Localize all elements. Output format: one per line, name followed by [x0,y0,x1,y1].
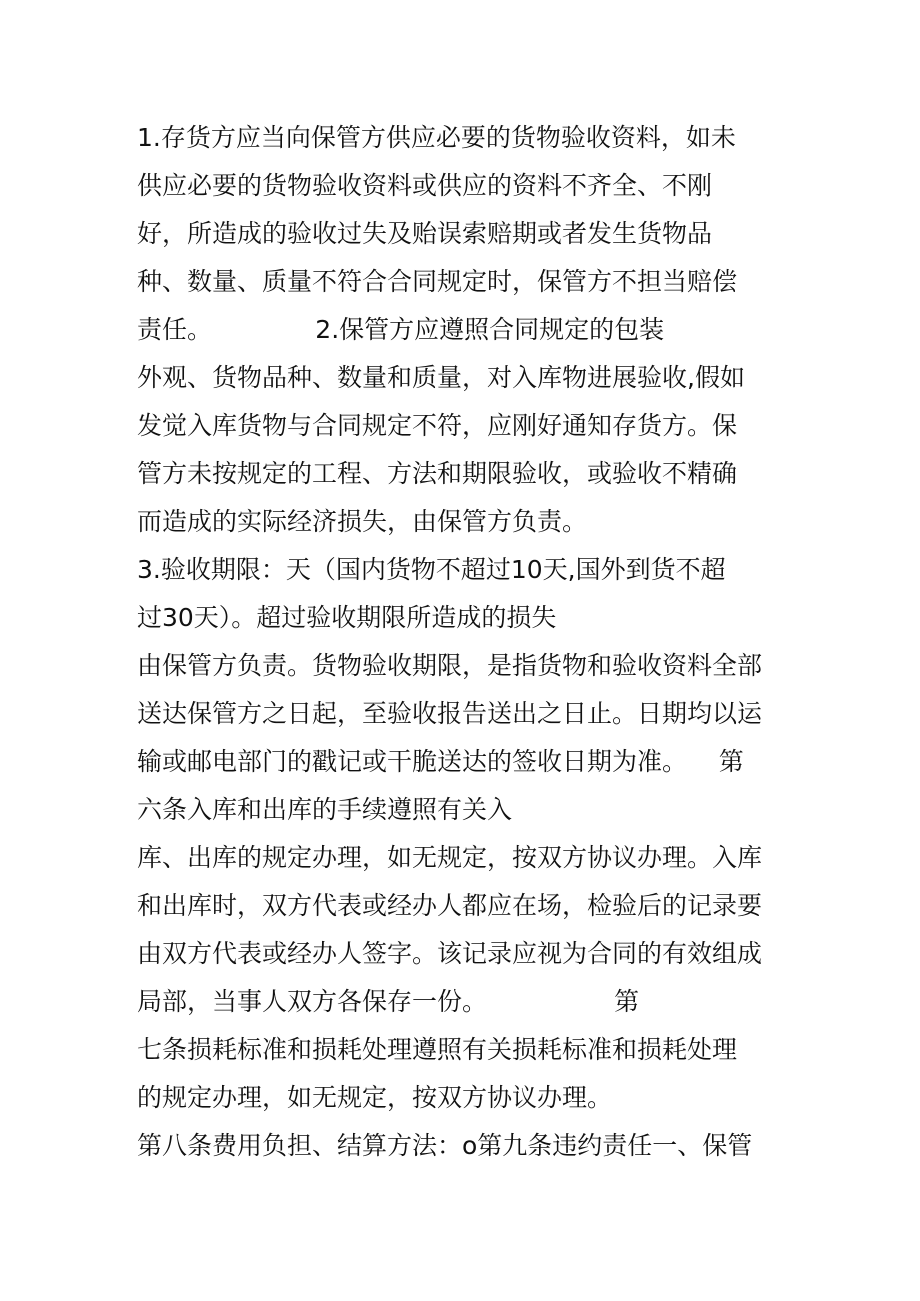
text-line: 管方未按规定的工程、方法和期限验收，或验收不精确 [137,459,738,488]
text-line: 输或邮电部门的戳记或干脆送达的签收日期为准。 第 [137,747,744,776]
text-line: 和出库时，双方代表或经办人都应在场，检验后的记录要 [137,891,763,920]
text-line: 库、出库的规定办理，如无规定，按双方协议办理。入库 [137,843,763,872]
text-line: 由保管方负责。货物验收期限，是指货物和验收资料全部 [137,651,763,680]
text-line: 3.验收期限：天（国内货物不超过10天,国外到货不超 [137,555,726,584]
text-line: 而造成的实际经济损失，由保管方负责。 [137,507,588,536]
text-line: 七条损耗标准和损耗处理遵照有关损耗标准和损耗处理 [137,1035,738,1064]
text-line: 种、数量、质量不符合合同规定时，保管方不担当赔偿 [137,267,738,296]
text-line: 送达保管方之日起，至验收报告送出之日止。日期均以运 [137,699,763,728]
text-line: 外观、货物品种、数量和质量，对入库物进展验收,假如 [137,363,745,392]
text-line: 过30天）。超过验收期限所造成的损失 [137,603,557,632]
text-line: 供应必要的货物验收资料或供应的资料不齐全、不刚 [137,171,713,200]
text-line: 好，所造成的验收过失及贻误索赔期或者发生货物品 [137,219,713,248]
text-line: 的规定办理，如无规定，按双方协议办理。 [137,1083,613,1112]
text-line: 局部，当事人双方各保存一份。 第 [137,987,640,1016]
text-line: 责任。 2.保管方应遵照合同规定的包装 [137,315,665,344]
text-line: 由双方代表或经办人签字。该记录应视为合同的有效组成 [137,939,763,968]
text-line: 六条入库和出库的手续遵照有关入 [137,795,513,824]
text-line: 第八条费用负担、结算方法：o第九条违约责任一、保管 [137,1131,753,1160]
text-line: 1.存货方应当向保管方供应必要的货物验收资料，如未 [137,123,736,152]
text-line: 发觉入库货物与合同规定不符，应刚好通知存货方。保 [137,411,738,440]
